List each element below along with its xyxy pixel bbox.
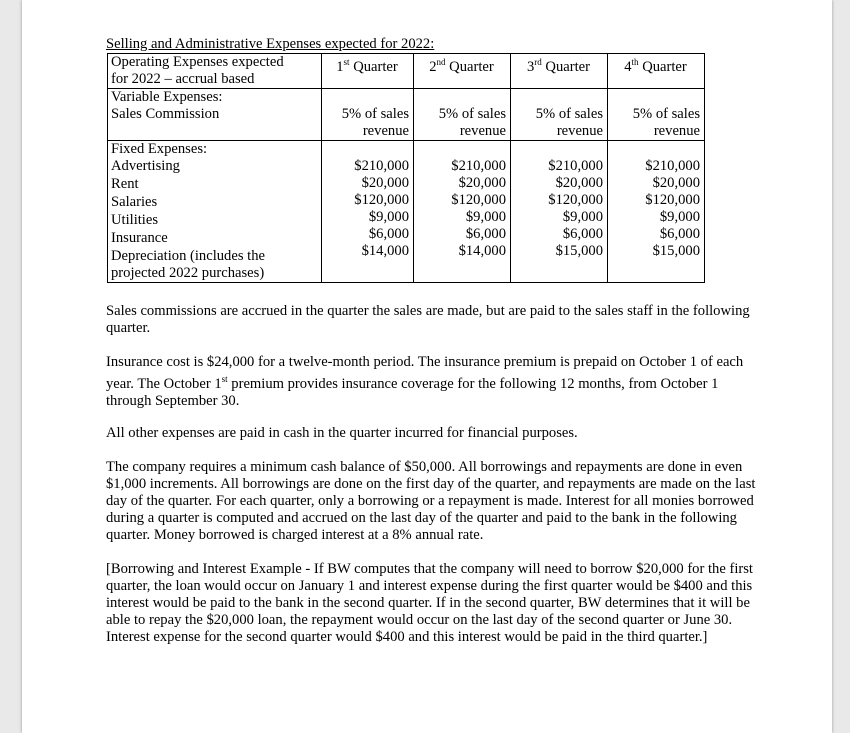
sales-commission-label: Sales Commission — [111, 106, 220, 122]
value-cell: $6,000 — [659, 226, 700, 242]
header-label-cell — [108, 54, 322, 89]
document-page — [22, 0, 832, 733]
header-quarter-2: 2nd Quarter — [414, 54, 511, 89]
value-cell: $210,000 — [354, 158, 409, 174]
value-cell: $210,000 — [451, 158, 506, 174]
variable-expenses-row — [108, 89, 705, 141]
value-cell: $6,000 — [465, 226, 506, 242]
value-cell: $6,000 — [368, 226, 409, 242]
variable-label-cell — [108, 89, 322, 141]
value-cell: $120,000 — [354, 192, 409, 208]
commission-q3: 5% of sales revenue — [511, 89, 608, 141]
value-cell: $20,000 — [555, 175, 603, 191]
fixed-row-label: Depreciation (includes the — [111, 248, 265, 264]
fixed-row-label: Advertising — [111, 158, 180, 174]
value-cell: $6,000 — [562, 226, 603, 242]
value-cell: $20,000 — [361, 175, 409, 191]
commission-q4: 5% of sales revenue — [608, 89, 705, 141]
fixed-row-label: Rent — [111, 176, 139, 192]
paragraph-cash-balance: The company requires a minimum cash balance of $50,000. All borrowings and repayments are done in even $1,000 increments. All borrowings are done on the first day of the quarter, and repayments are made on the last day of the quarter. For each quarter, only a borrowing or a repayment is made. Interest for all monies borrowed during a quarter is computed and accrued on the last day of the quarter and paid to the bank in the following quarter. Money borrowed is charged interest at a 8% annual rate. — [106, 458, 756, 543]
value-cell: $14,000 — [458, 243, 506, 259]
header-label-line1: Operating Expenses expected — [111, 54, 284, 70]
value-cell: $14,000 — [361, 243, 409, 259]
value-cell: $120,000 — [548, 192, 603, 208]
fixed-row-label: Insurance — [111, 230, 168, 246]
fixed-row-label: Utilities — [111, 212, 159, 228]
expenses-table — [107, 53, 705, 283]
value-cell: $9,000 — [659, 209, 700, 225]
header-label-line2: for 2022 – accrual based — [111, 71, 255, 87]
commission-q1: 5% of sales revenue — [322, 89, 414, 141]
commission-q2: 5% of sales revenue — [414, 89, 511, 141]
fixed-values-q1 — [322, 141, 414, 283]
paragraph-insurance: Insurance cost is $24,000 for a twelve-month period. The insurance premium is prepaid on October 1 of each year. The October 1st premium provides insurance coverage for the following 12 months, from October 1 through September 30. — [106, 354, 744, 409]
value-cell: $20,000 — [652, 175, 700, 191]
value-cell: $9,000 — [465, 209, 506, 225]
value-cell: $210,000 — [548, 158, 603, 174]
paragraph-other-expenses: All other expenses are paid in cash in the quarter incurred for financial purposes. — [106, 424, 578, 441]
fixed-values-q2 — [414, 141, 511, 283]
fixed-row-label: Salaries — [111, 194, 158, 210]
value-cell: $15,000 — [652, 243, 700, 259]
document-content — [106, 36, 766, 646]
fixed-expenses-row — [108, 141, 705, 283]
value-cell: $15,000 — [555, 243, 603, 259]
table-header-row — [108, 54, 705, 89]
fixed-row-label-continued: projected 2022 purchases) — [111, 265, 265, 281]
header-quarter-1: 1st Quarter — [322, 54, 414, 89]
value-cell: $120,000 — [451, 192, 506, 208]
value-cell: $20,000 — [458, 175, 506, 191]
fixed-expenses-title: Fixed Expenses: — [111, 141, 208, 157]
value-cell: $120,000 — [645, 192, 700, 208]
fixed-values-q4 — [608, 141, 705, 283]
value-cell: $210,000 — [645, 158, 700, 174]
paragraph-sales-commissions: Sales commissions are accrued in the quarter the sales are made, but are paid to the sales staff in the following quarter. — [106, 303, 750, 336]
variable-expenses-title: Variable Expenses: — [111, 89, 223, 105]
value-cell: $9,000 — [562, 209, 603, 225]
fixed-label-cell — [108, 141, 322, 283]
paragraph-borrowing-example: [Borrowing and Interest Example - If BW computes that the company will need to borrow $20,000 for the first quarter, the loan would occur on January 1 and interest expense during the first quarter would be $400 and this interest would be paid to the bank in the second quarter. If in the second quarter, BW determines that it will be able to repay the $20,000 loan, the repayment would occur on the last day of the second quarter or June 30. Interest expense for the second quarter would $400 and this interest would be paid in the third quarter.] — [106, 560, 753, 645]
header-quarter-3: 3rd Quarter — [511, 54, 608, 89]
fixed-values-q3 — [511, 141, 608, 283]
value-cell: $9,000 — [368, 209, 409, 225]
header-quarter-4: 4th Quarter — [608, 54, 705, 89]
section-heading: Selling and Administrative Expenses expected for 2022: — [106, 36, 435, 52]
